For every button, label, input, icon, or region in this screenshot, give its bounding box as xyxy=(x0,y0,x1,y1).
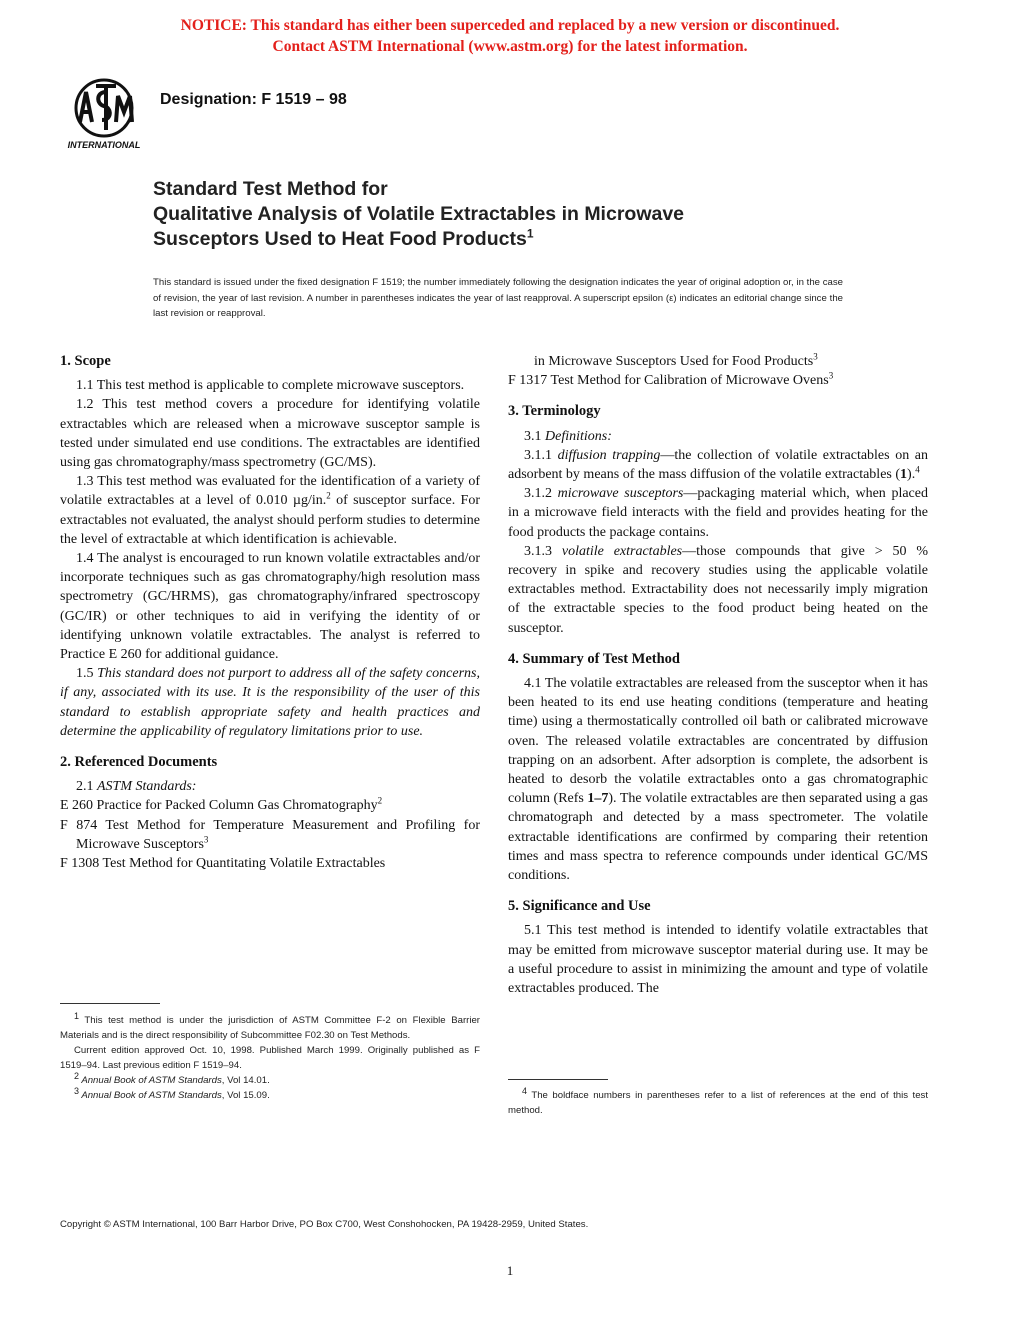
definition-3-1-3: 3.1.3 volatile extractables—those compounds that give > 50 % recovery in spike and recovery studies using the applicable volatile extractables method. Extractability does not necessarily imply migration of the extractable species to the food product being heated on the susceptor. xyxy=(508,543,928,636)
section-heading-significance: 5. Significance and Use xyxy=(508,898,651,915)
footnote-2: $^2$ Annual Book of ASTM Standards, Vol 14.01. xyxy=(74,1070,270,1086)
notice-line-1: NOTICE: This standard has either been superceded and replaced by a new version or discontinued. xyxy=(180,17,840,34)
reference-item: in Microwave Susceptors Used for Food Products$^3$ xyxy=(534,351,818,369)
astm-logo xyxy=(62,78,146,152)
paragraph-1-2: 1.2 This test method covers a procedure for identifying volatile extractables which are released when a microwave susceptor sample is tested under simulated end use conditions. The extractables are identified using gas chromatography/mass spectrometry (GC/MS). xyxy=(60,397,480,471)
paragraph-3-1: 3.1 Definitions: xyxy=(524,428,612,444)
footnote-3: $^3$ Annual Book of ASTM Standards, Vol 15.09. xyxy=(74,1085,270,1101)
footnote-rule xyxy=(508,1079,608,1080)
section-heading-referenced: 2. Referenced Documents xyxy=(60,754,218,771)
right-column xyxy=(508,352,928,998)
notice-line-2: Contact ASTM International (www.astm.org) for the latest information. xyxy=(272,38,748,55)
footnote-1b: Current edition approved Oct. 10, 1998. Published March 1999. Originally published as F 1519–94. Last previous edition F 1519–94. xyxy=(60,1045,480,1071)
footnotes-right xyxy=(508,1085,928,1118)
paragraph-4-1: 4.1 The volatile extractables are released from the susceptor when it has been heated to its end use heating conditions (temperature and heating time) using a thermostatically controlled oil bath or calibrated microwave oven. The released volatile extractables are concentrated by diffusion trapping on an adsorbent. After adsorption is complete, the adsorbent is heated to desorb the volatile extractables onto a gas chromatographic column (Refs 1–7). The volatile extractables are then separated using a gas chromatograph and detected by a mass spectrometer. The volatile extractable identifications are confirmed by comparing their retention times and mass spectra to reference compounds under identical GC/MS conditions. xyxy=(508,676,928,884)
footnote-4: $^4$ The boldface numbers in parentheses refer to a list of references at the end of this test method. xyxy=(508,1085,928,1116)
left-column xyxy=(60,352,480,873)
paragraph-1-5: 1.5 This standard does not purport to address all of the safety concerns, if any, associated with its use. It is the responsibility of the user of this standard to establish appropriate safety and health practices and determine the applicability of regulatory limitations prior to use. xyxy=(60,666,481,739)
reference-item: F 1308 Test Method for Quantitating Volatile Extractables xyxy=(60,856,386,872)
definition-3-1-1: 3.1.1 diffusion trapping—the collection of volatile extractables on an adsorbent by means of the mass diffusion of the volatile extractables (1).$^4$ xyxy=(508,447,928,483)
section-heading-scope: 1. Scope xyxy=(60,353,111,369)
designation: Designation: F 1519 – 98 xyxy=(160,91,347,108)
section-heading-summary: 4. Summary of Test Method xyxy=(508,650,680,667)
title-line-3: Susceptors Used to Heat Food Products$^1$ xyxy=(153,226,534,250)
reference-item: F 874 Test Method for Temperature Measurement and Profiling for Microwave Susceptors$^3$ xyxy=(60,817,480,852)
page-number: 1 xyxy=(506,1263,514,1278)
logo-text: INTERNATIONAL xyxy=(67,140,141,150)
paragraph-5-1: 5.1 This test method is intended to identify volatile extractables that may be emitted from microwave susceptor material during use. It may be a useful procedure to assist in minimizing the amount and type of volatile extractables produced. The xyxy=(508,923,928,997)
footnote-rule xyxy=(60,1003,160,1004)
section-heading-terminology: 3. Terminology xyxy=(508,403,601,420)
reference-item: F 1317 Test Method for Calibration of Microwave Ovens$^3$ xyxy=(508,370,834,389)
paragraph-1-1: 1.1 This test method is applicable to complete microwave susceptors. xyxy=(76,378,465,394)
paragraph-1-4: 1.4 The analyst is encouraged to run known volatile extractables and/or incorporate techniques such as gas chromatography/high resolution mass spectrometry (GC/HRMS), gas chromatography/infrared spectroscopy (GC/IR) or other techniques to aid in verifying the identity of or identifying unknown volatile extractables. The analyst is referred to Practice E 260 for additional guidance. xyxy=(60,551,480,663)
document-title xyxy=(153,177,913,252)
notice-banner xyxy=(0,15,1020,57)
title-line-2: Qualitative Analysis of Volatile Extractables in Microwave xyxy=(153,203,685,225)
paragraph-1-3: 1.3 This test method was evaluated for the identification of a variety of volatile extractables at a level of 0.010 µg/in.$^2$ of susceptor surface. For extractables not evaluated, the analyst should perform studies to determine the level of extractable at which identification is achievable. xyxy=(60,474,480,547)
reference-item: E 260 Practice for Packed Column Gas Chromatography$^2$ xyxy=(60,795,383,814)
copyright: Copyright © ASTM International, 100 Barr Harbor Drive, PO Box C700, West Conshohocken, PA 19428-2959, United States. xyxy=(60,1219,589,1230)
footnote-1: $^1$ This test method is under the jurisdiction of ASTM Committee F-2 on Flexible Barrier Materials and is the direct responsibility of Subcommittee F02.30 on Test Methods. xyxy=(60,1010,480,1041)
issue-note: This standard is issued under the fixed designation F 1519; the number immediately following the designation indicates the year of original adoption or, in the case of revision, the year of last revision. A number in parentheses indicates the year of last reapproval. A superscript epsilon (ε) indicates an editorial change since the last revision or reapproval. xyxy=(153,277,843,319)
astm-logo-icon xyxy=(62,78,146,152)
definition-3-1-2: 3.1.2 microwave susceptors—packaging material which, when placed in a microwave field interacts with the field and provides heating for the food products the package contains. xyxy=(508,486,928,540)
footnotes-left xyxy=(60,1010,480,1103)
title-line-1: Standard Test Method for xyxy=(153,178,388,200)
title-footnote-mark: 1 xyxy=(526,226,534,241)
paragraph-2-1: 2.1 ASTM Standards: xyxy=(76,779,197,795)
